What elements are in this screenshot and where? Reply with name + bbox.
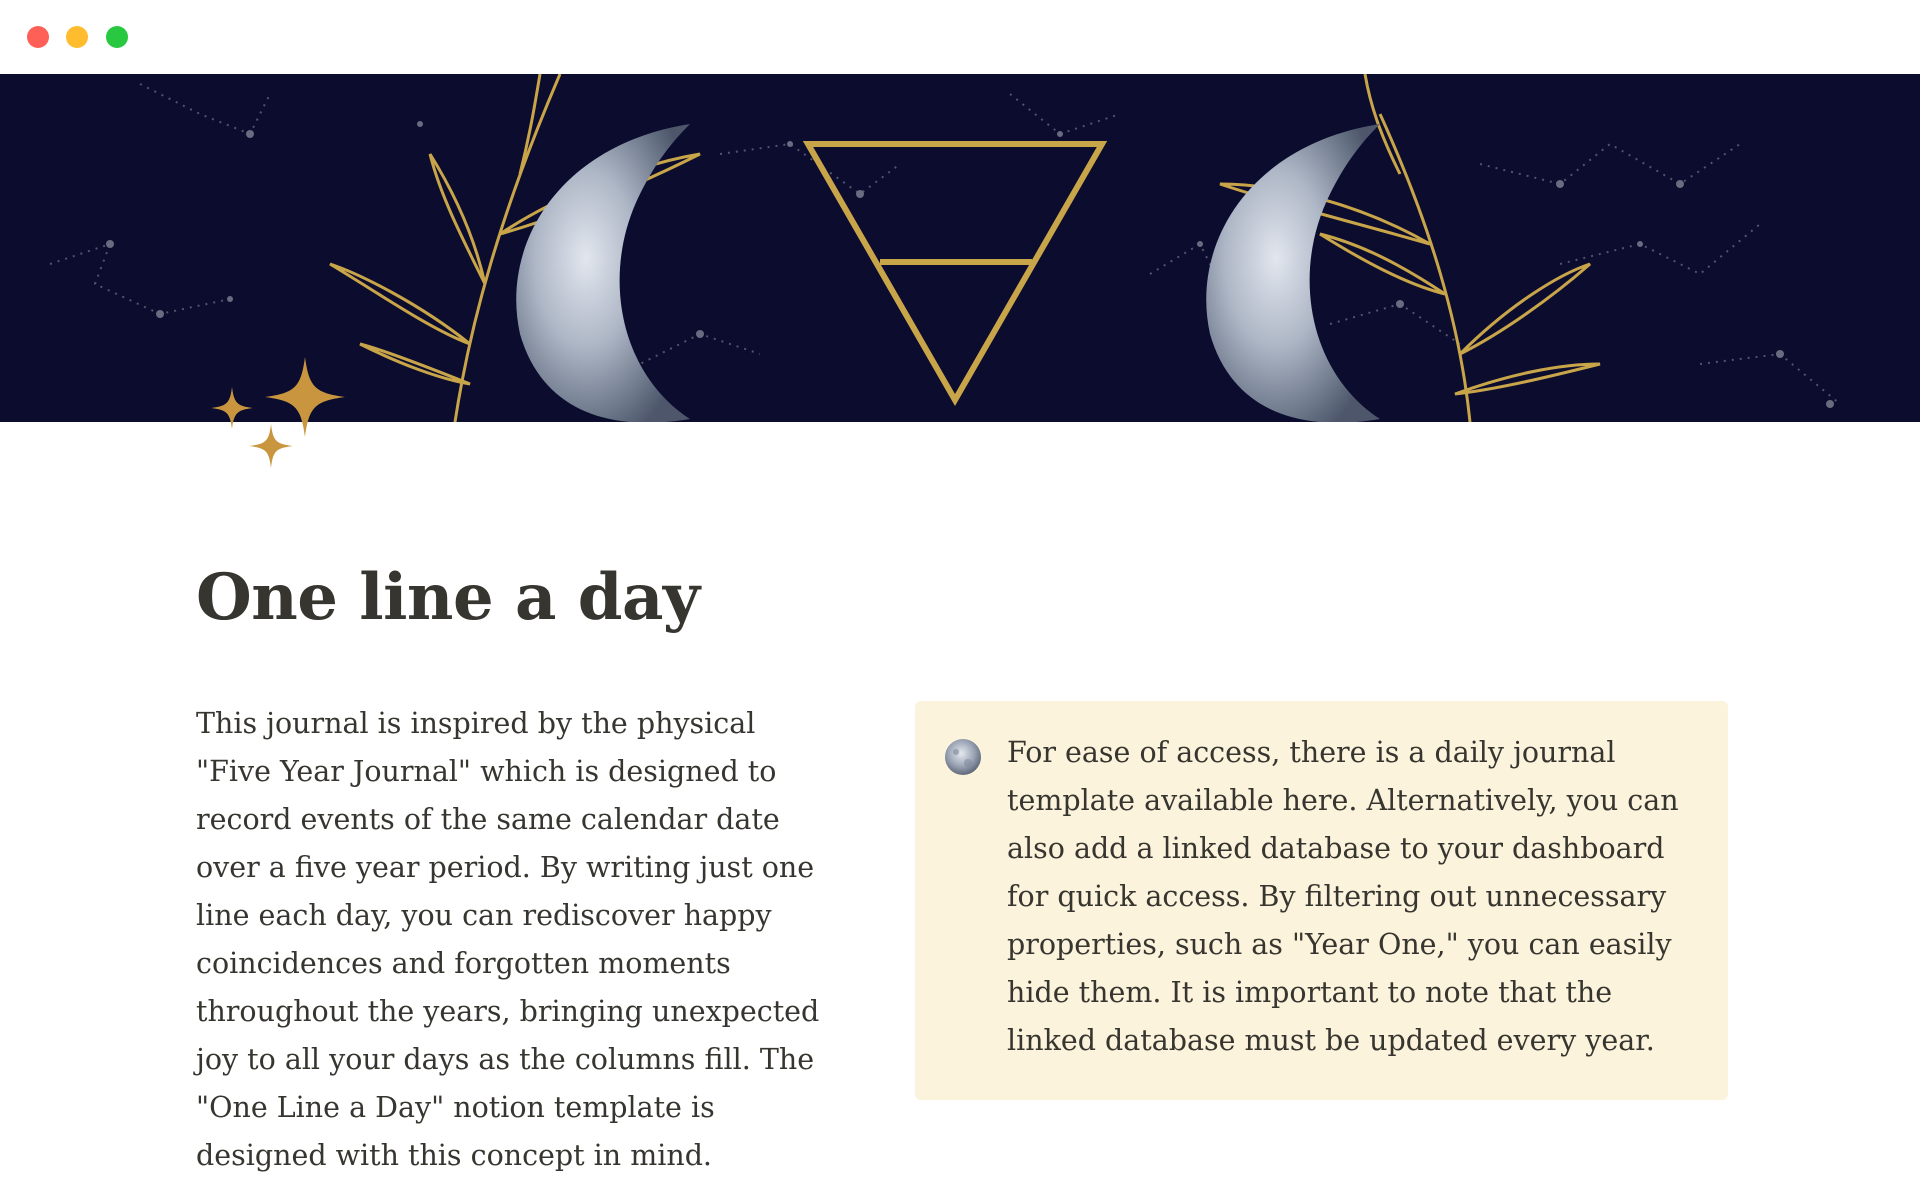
moon-icon[interactable] <box>942 736 984 778</box>
crescent-moon-icon <box>516 124 690 422</box>
page-title[interactable]: One line a day <box>196 560 700 635</box>
gold-leaf-branch-icon <box>330 74 1600 422</box>
zoom-window-button[interactable] <box>106 26 128 48</box>
close-window-button[interactable] <box>27 26 49 48</box>
earth-triangle-symbol-icon <box>808 144 1102 400</box>
window-titlebar <box>0 0 1920 74</box>
callout-block[interactable] <box>915 701 1728 1100</box>
minimize-window-button[interactable] <box>66 26 88 48</box>
intro-paragraph[interactable]: This journal is inspired by the physical "Five Year Journal" which is designed to record events of the same calendar date over a five year period. By writing just one line each day, you can rediscover happy coincidences and forgotten moments throughout the years, bringing unexpected joy to all your days as the columns fill. The "One Line a Day" notion template is designed with this concept in mind. <box>196 707 820 1172</box>
callout-text[interactable]: For ease of access, there is a daily journal template available here. Alternatively, you can also add a linked database to your dashboard for quick access. By filtering out unnecessary properties, such as "Year One," you can easily hide them. It is important to note that the linked database must be updated every year. <box>1007 736 1679 1057</box>
crescent-moon-icon <box>1206 124 1380 422</box>
sparkles-icon[interactable] <box>205 352 345 482</box>
